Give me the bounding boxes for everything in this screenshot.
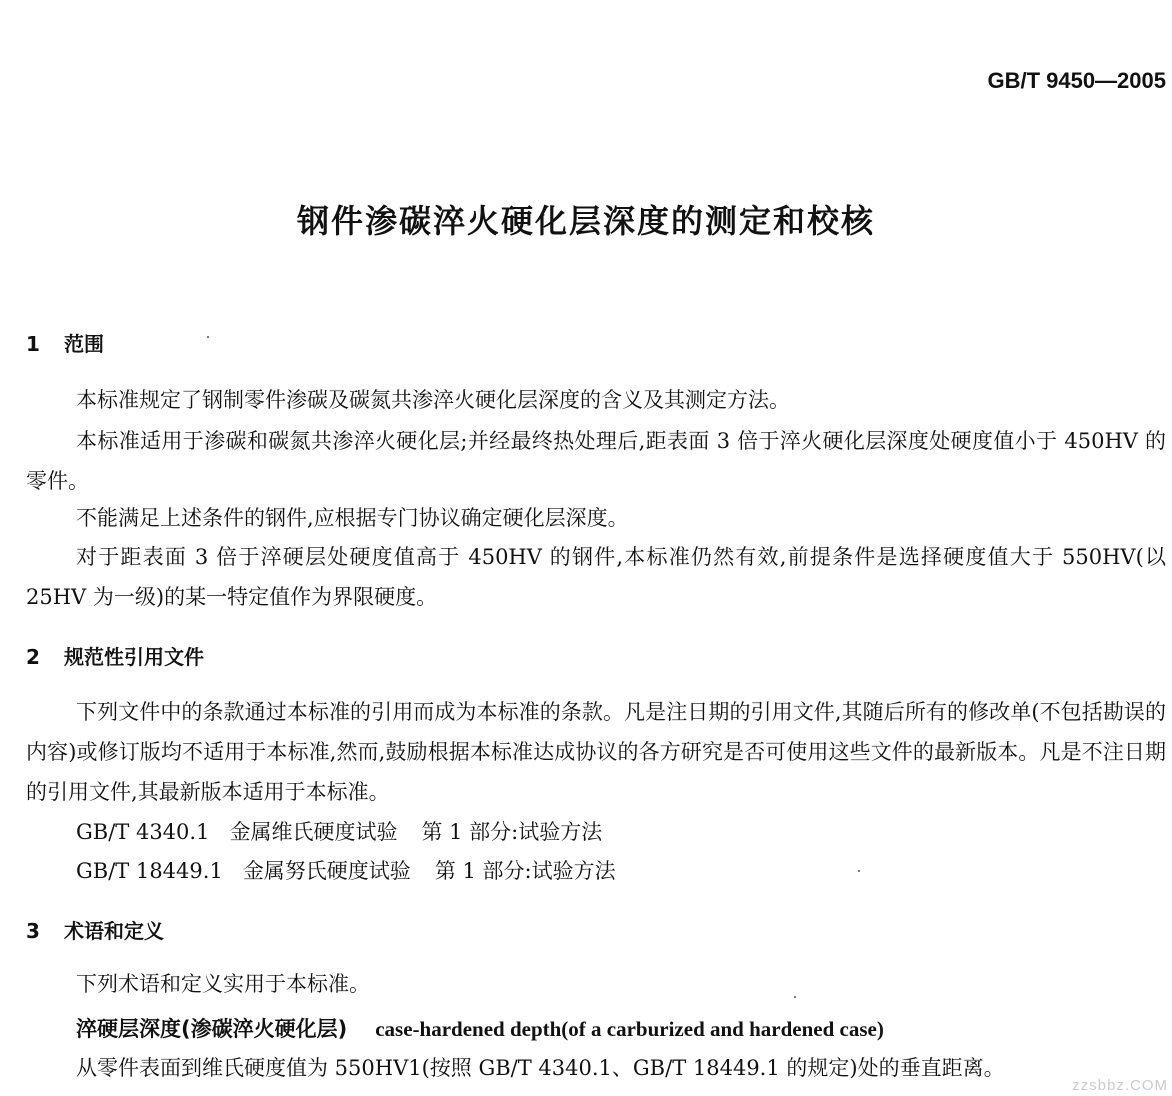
watermark: zzsbbz.COM xyxy=(1072,1077,1168,1094)
reference-code: GB/T 18449.1 xyxy=(76,859,223,883)
reference-item xyxy=(76,816,602,846)
section-1-paragraph-3: 不能满足上述条件的钢件,应根据专门协议确定硬化层深度。 xyxy=(76,506,629,530)
section-3-paragraph-1: 下列术语和定义实用于本标准。 xyxy=(76,972,370,996)
section-title: 规范性引用文件 xyxy=(64,645,204,669)
section-3-heading xyxy=(26,915,164,944)
scan-speck xyxy=(794,996,796,998)
section-title: 范围 xyxy=(64,332,104,356)
term-english: case-hardened depth(of a carburized and hardened case) xyxy=(375,1017,884,1041)
term-entry xyxy=(76,1013,884,1043)
section-1-paragraph-2: 本标准适用于渗碳和碳氮共渗淬火硬化层;并经最终热处理后,距表面 3 倍于淬火硬化层深度处硬度值小于 450HV 的零件。 xyxy=(26,429,1166,493)
reference-part: 第 1 部分:试验方法 xyxy=(434,859,616,883)
scan-speck xyxy=(858,870,860,872)
term-chinese: 淬硬层深度(渗碳淬火硬化层) xyxy=(76,1017,348,1041)
section-2-paragraph-1: 下列文件中的条款通过本标准的引用而成为本标准的条款。凡是注日期的引用文件,其随后所有的修改单(不包括勘误的内容)或修订版均不适用于本标准,然而,鼓励根据本标准达成协议的各方研究是否可使用这些文件的最新版本。凡是不注日期的引用文件,其最新版本适用于本标准。 xyxy=(26,700,1166,804)
term-definition: 从零件表面到维氏硬度值为 550HV1(按照 GB/T 4340.1、GB/T 18449.1 的规定)处的垂直距离。 xyxy=(76,1056,1005,1080)
document-title: 钢件渗碳淬火硬化层深度的测定和校核 xyxy=(296,202,875,240)
section-1-paragraph-1: 本标准规定了钢制零件渗碳及碳氮共渗淬火硬化层深度的含义及其测定方法。 xyxy=(76,388,790,412)
reference-code: GB/T 4340.1 xyxy=(76,820,210,844)
reference-part: 第 1 部分:试验方法 xyxy=(421,820,603,844)
section-1-heading xyxy=(26,328,104,357)
section-2-heading xyxy=(26,641,204,670)
section-1-paragraph-4: 对于距表面 3 倍于淬硬层处硬度值高于 450HV 的钢件,本标准仍然有效,前提条件是选择硬度值大于 550HV(以 25HV 为一级)的某一特定值作为界限硬度。 xyxy=(26,545,1166,609)
reference-title: 金属维氏硬度试验 xyxy=(229,820,398,844)
section-number: 2 xyxy=(26,645,40,669)
scan-speck xyxy=(207,336,209,338)
section-number: 3 xyxy=(26,919,40,943)
section-title: 术语和定义 xyxy=(64,919,164,943)
reference-item xyxy=(76,855,616,885)
section-number: 1 xyxy=(26,332,40,356)
reference-title: 金属努氏硬度试验 xyxy=(242,859,411,883)
standard-number: GB/T 9450—2005 xyxy=(987,68,1166,93)
